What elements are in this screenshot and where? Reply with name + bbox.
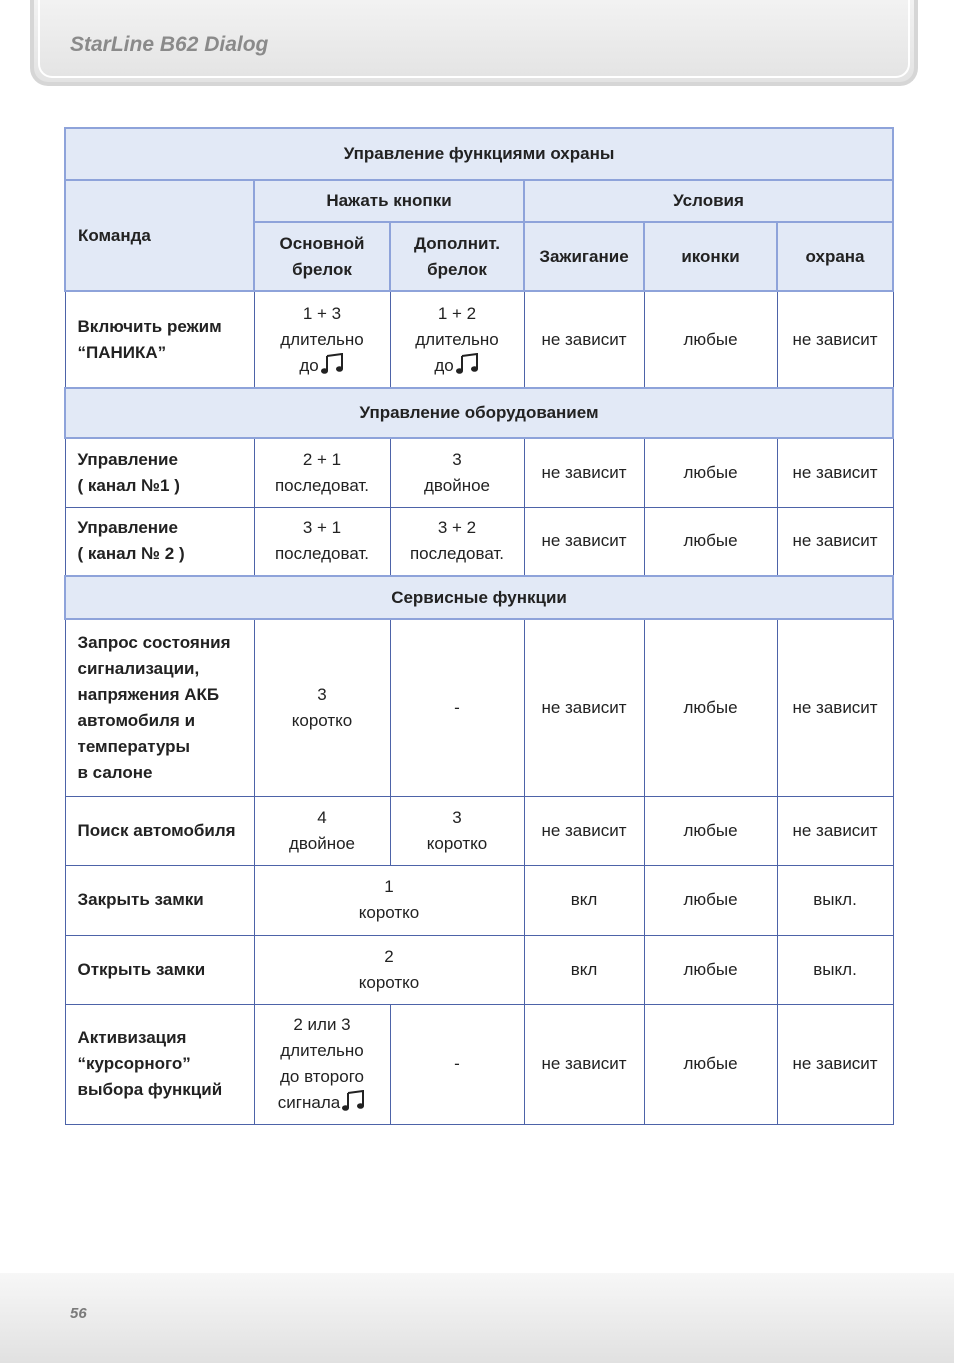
table-row [65, 291, 893, 388]
guard-cell: не зависит [777, 619, 893, 796]
ignition-cell: не зависит [524, 291, 644, 388]
icons-cell: любые [644, 291, 777, 388]
table-row [65, 796, 893, 865]
page-number: 56 [70, 1305, 87, 1322]
ignition-cell: не зависит [524, 796, 644, 865]
table-row [65, 507, 893, 576]
guard-cell: не зависит [777, 438, 893, 507]
ignition-cell: не зависит [524, 438, 644, 507]
control-table [64, 127, 894, 1125]
table-row [65, 438, 893, 507]
ignition-cell: вкл [524, 865, 644, 935]
extra-fob-cell: 1 + 2 длительно до [390, 291, 524, 388]
main-fob-cell: 2 или 3 длительно до второго сигнала [254, 1004, 390, 1124]
ignition-cell: не зависит [524, 1004, 644, 1124]
command-cell: Управление ( канал №1 ) [65, 438, 254, 507]
music-note-icon [342, 1090, 366, 1112]
extra-fob-cell: 3 + 2 последоват. [390, 507, 524, 576]
table-row [65, 865, 893, 935]
command-cell: Активизация “курсорного” выбора функций [65, 1004, 254, 1124]
buttons-cell: 2 коротко [254, 935, 524, 1004]
icons-cell: любые [644, 796, 777, 865]
table-row [65, 935, 893, 1004]
music-note-icon [456, 353, 480, 375]
icons-cell: любые [644, 619, 777, 796]
extra-fob-cell: 3 двойное [390, 438, 524, 507]
header-guard: охрана [777, 222, 893, 291]
main-fob-cell: 2 + 1 последоват. [254, 438, 390, 507]
header-command: Команда [65, 180, 254, 291]
main-fob-cell: 3 + 1 последоват. [254, 507, 390, 576]
main-fob-cell: 1 + 3 длительно до [254, 291, 390, 388]
header-ignition: Зажигание [524, 222, 644, 291]
table-row [65, 619, 893, 796]
icons-cell: любые [644, 507, 777, 576]
extra-fob-cell: 3 коротко [390, 796, 524, 865]
buttons-cell: 1 коротко [254, 865, 524, 935]
section-equipment: Управление оборудованием [65, 388, 893, 438]
header-main-fob: Основной брелок [254, 222, 390, 291]
header-icons: иконки [644, 222, 777, 291]
guard-cell: не зависит [777, 796, 893, 865]
command-cell: Открыть замки [65, 935, 254, 1004]
main-fob-cell: 3 коротко [254, 619, 390, 796]
guard-cell: выкл. [777, 865, 893, 935]
icons-cell: любые [644, 935, 777, 1004]
extra-fob-cell: - [390, 1004, 524, 1124]
document-title: StarLine B62 Dialog [70, 33, 269, 56]
extra-fob-cell: - [390, 619, 524, 796]
icons-cell: любые [644, 438, 777, 507]
ignition-cell: вкл [524, 935, 644, 1004]
section-service: Сервисные функции [65, 576, 893, 619]
command-cell: Управление ( канал № 2 ) [65, 507, 254, 576]
icons-cell: любые [644, 865, 777, 935]
command-cell: Поиск автомобиля [65, 796, 254, 865]
ignition-cell: не зависит [524, 507, 644, 576]
header-conditions: Условия [524, 180, 893, 222]
icons-cell: любые [644, 1004, 777, 1124]
ignition-cell: не зависит [524, 619, 644, 796]
guard-cell: не зависит [777, 291, 893, 388]
header-extra-fob: Дополнит. брелок [390, 222, 524, 291]
guard-cell: выкл. [777, 935, 893, 1004]
footer-band [0, 1273, 954, 1363]
command-cell: Включить режим “ПАНИКА” [65, 291, 254, 388]
music-note-icon [321, 353, 345, 375]
guard-cell: не зависит [777, 507, 893, 576]
guard-cell: не зависит [777, 1004, 893, 1124]
header-press-buttons: Нажать кнопки [254, 180, 524, 222]
table-row [65, 1004, 893, 1124]
main-fob-cell: 4 двойное [254, 796, 390, 865]
table-title: Управление функциями охраны [65, 128, 893, 180]
command-cell: Закрыть замки [65, 865, 254, 935]
command-cell: Запрос состояния сигнализации, напряжения АКБ автомобиля и температуры в салоне [65, 619, 254, 796]
